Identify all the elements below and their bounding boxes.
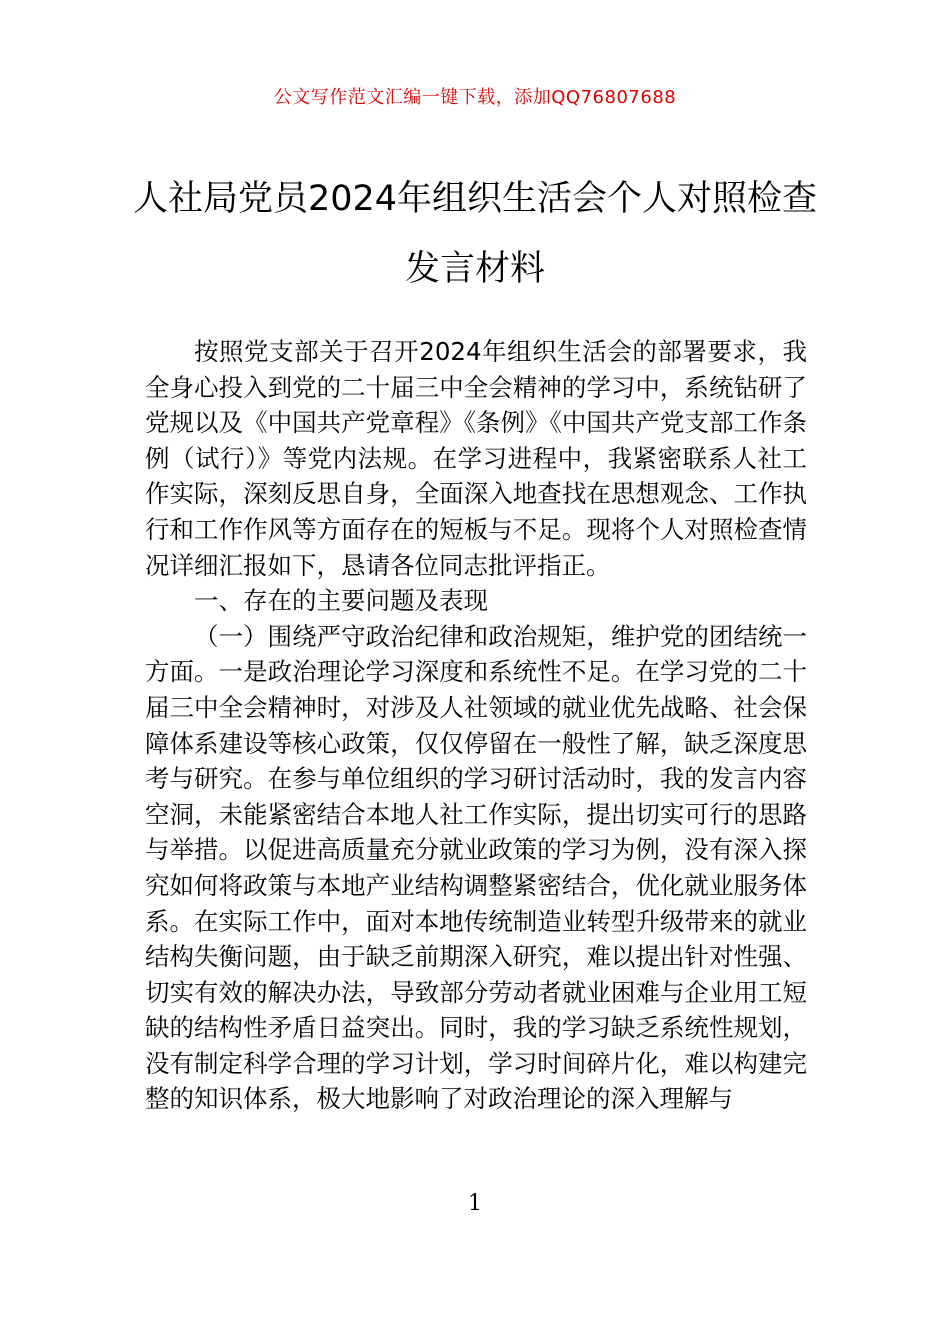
document-title: 人社局党员2024年组织生活会个人对照检查发言材料: [132, 179, 818, 289]
section-heading: 一、存在的主要问题及表现: [194, 586, 488, 616]
body-paragraph: （一）围绕严守政治纪律和政治规矩，维护党的团结统一方面。一是政治理论学习深度和系统性不足。在学习党的二十届三中全会精神时，对涉及人社领域的就业优先战略、社会保障体系建设等核心政策，仅仅停留在一般性了解，缺乏深度思考与研究。在参与单位组织的学习研讨活动时，我的发言内容空洞，未能紧密结合本地人社工作实际，提出切实可行的思路与举措。以促进高质量充分就业政策的学习为例，没有深入探究如何将政策与本地产业结构调整紧密结合，优化就业服务体系。在实际工作中，面对本地传统制造业转型升级带来的就业结构失衡问题，由于缺乏前期深入研究，难以提出针对性强、切实有效的解决办法，导致部分劳动者就业困难与企业用工短缺的结构性矛盾日益突出。同时，我的学习缺乏系统性规划，没有制定科学合理的学习计划，学习时间碎片化，难以构建完整的知识体系，极大地影响了对政治理论的深入理解与: [145, 621, 807, 1114]
download-notice: 公文写作范文汇编一键下载，添加QQ76807688: [273, 87, 677, 108]
page-number: 1: [468, 1191, 482, 1216]
intro-paragraph: 按照党支部关于召开2024年组织生活会的部署要求，我全身心投入到党的二十届三中全会精神的学习中，系统钻研了党规以及《中国共产党章程》《条例》《中国共产党支部工作条例（试行）》等党内法规。在学习进程中，我紧密联系人社工作实际，深刻反思自身，全面深入地查找在思想观念、工作执行和工作作风等方面存在的短板与不足。现将个人对照检查情况详细汇报如下，恳请各位同志批评指正。: [145, 337, 807, 580]
document-body: [145, 334, 807, 1117]
